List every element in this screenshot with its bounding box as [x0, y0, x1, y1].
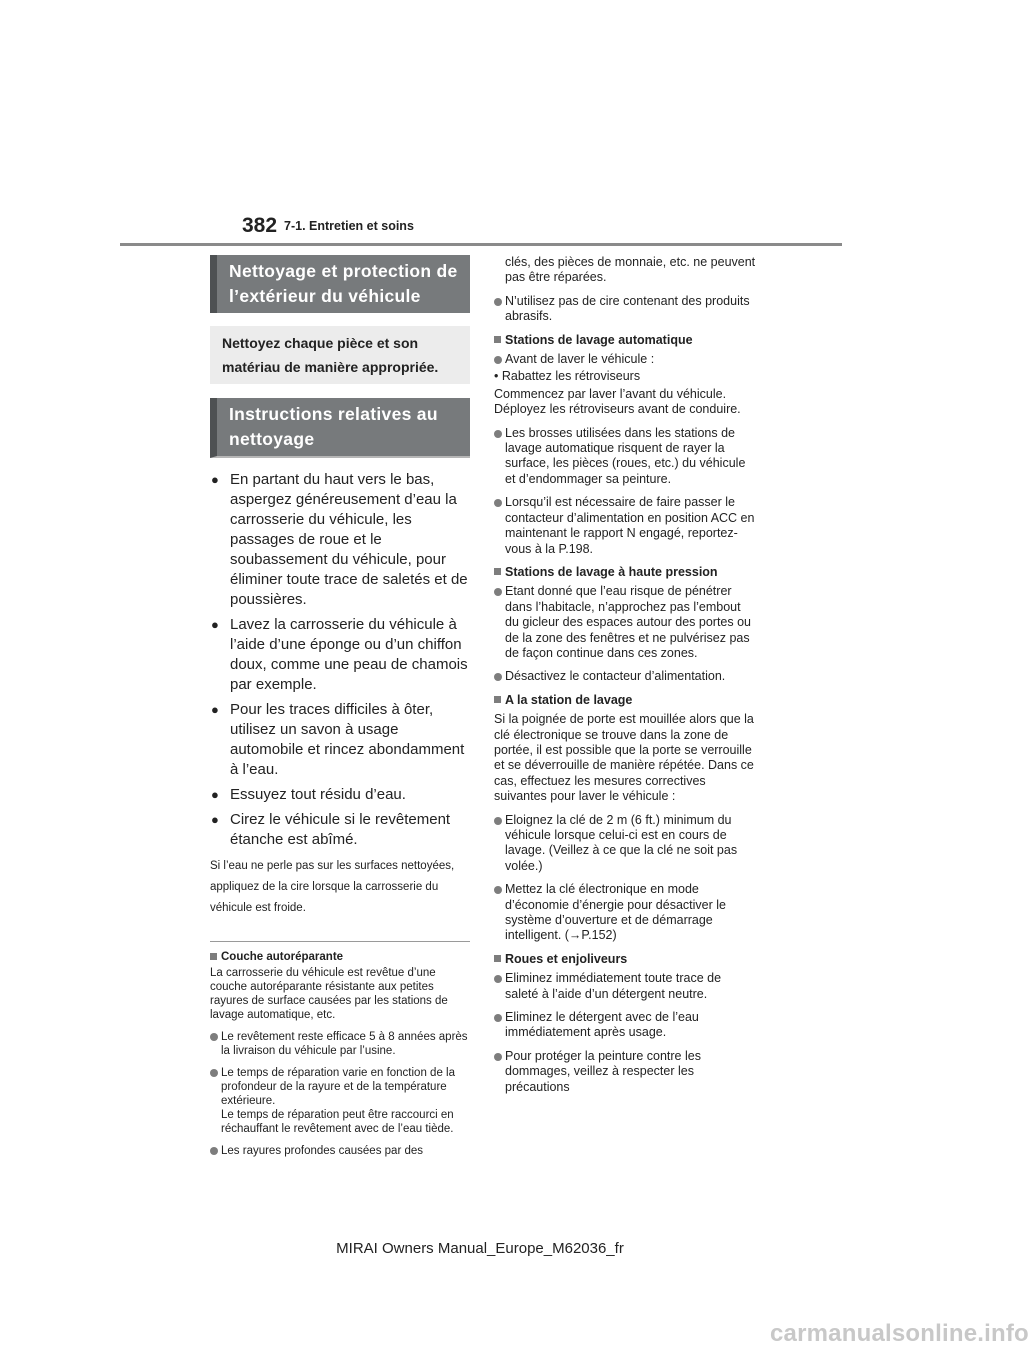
- header-rule: [120, 243, 842, 246]
- list-item: Etant donné que l’eau risque de pénétrer dans l’habitacle, n’approchez pas l’embout du gicleur des espaces autour des portes ou de la zone des fenêtres et ne pulvérisez pas de façon continue dans ces zones.: [494, 584, 756, 661]
- list-item: Mettez la clé électronique en mode d’économie d’énergie pour désactiver le système d’ouverture et de démarrage intelligent. (→P.152): [494, 882, 756, 944]
- list-item: Eloignez la clé de 2 m (6 ft.) minimum du véhicule lorsque celui-ci est en cours de lavage. (Veillez à ce que la clé ne soit pas volée.): [494, 813, 756, 875]
- subheading-couche: Couche autoréparante: [210, 950, 470, 964]
- footer-manual-name: MIRAI Owners Manual_Europe_M62036_fr: [336, 1240, 624, 1257]
- section-title: 7-1. Entretien et soins: [284, 219, 414, 233]
- subheading-wheels: Roues et enjoliveurs: [494, 952, 756, 967]
- list-item: Avant de laver le véhicule :: [494, 352, 756, 367]
- list-item: ● Lavez la carrosserie du véhicule à l’aide d’une éponge ou d’un chiffon doux, comme une peau de chamois par exemple.: [210, 615, 470, 695]
- list-item: [210, 1066, 470, 1136]
- list-item: ● En partant du haut vers le bas, aspergez généreusement d’eau la carrosserie du véhicule, les passages de roue et le soubassement du véhicule, pour éliminer toute trace de saletés et de poussières.: [210, 470, 470, 610]
- cleaning-steps-list: [210, 470, 470, 850]
- list-item: Eliminez immédiatement toute trace de saleté à l’aide d’un détergent neutre.: [494, 971, 756, 1002]
- wax-note: Si l’eau ne perle pas sur les surfaces nettoyées, appliquez de la cire lorsque la carrosserie du véhicule est froide.: [210, 860, 455, 914]
- heading-cleaning-instructions: Instructions relatives au nettoyage: [210, 398, 470, 458]
- list-item: Désactivez le contacteur d’alimentation.: [494, 669, 756, 684]
- auto-wash-text: Commencez par laver l’avant du véhicule. Déployez les rétroviseurs avant de conduire.: [494, 386, 741, 417]
- wash-station-text: Si la poignée de porte est mouillée alors que la clé électronique se trouve dans la zone de portée, il est possible que la porte se verrouille et se déverrouille de manière répétée. Dans ce cas, effectuez les mesures correctives suivantes pour laver le véhicule :: [494, 712, 754, 804]
- right-column: [494, 255, 756, 1103]
- watermark: carmanualsonline.info: [770, 1320, 1029, 1347]
- heading-exterior-cleaning: Nettoyage et protection de l’extérieur du véhicule: [210, 255, 470, 313]
- list-item: N’utilisez pas de cire contenant des produits abrasifs.: [494, 294, 756, 325]
- list-item-text: Le temps de réparation peut être raccourci en réchauffant le revêtement avec de l’eau tiède.: [221, 1109, 454, 1135]
- couche-text: La carrosserie du véhicule est revêtue d’une couche autoréparante résistante aux petites rayures de surface causées par les stations de lavage automatique, etc.: [210, 967, 448, 1021]
- list-item: Les rayures profondes causées par des: [210, 1144, 470, 1158]
- subheading-wash-station: A la station de lavage: [494, 693, 756, 708]
- list-item: ● Cirez le véhicule si le revêtement étanche est abîmé.: [210, 810, 470, 850]
- list-item: Pour protéger la peinture contre les dommages, veillez à respecter les précautions: [494, 1049, 756, 1095]
- left-column: [210, 255, 470, 1166]
- intro-box: Nettoyez chaque pièce et son matériau de manière appropriée.: [210, 326, 470, 384]
- list-item: Le revêtement reste efficace 5 à 8 années après la livraison du véhicule par l’usine.: [210, 1030, 470, 1058]
- dash-item: • Rabattez les rétroviseurs: [494, 369, 641, 384]
- list-item-text: Le temps de réparation varie en fonction de la profondeur de la rayure et de la température extérieure.: [221, 1067, 455, 1107]
- list-item: Les brosses utilisées dans les stations de lavage automatique risquent de rayer la surface, les pièces (roues, etc.) du véhicule et d’endommager sa peinture.: [494, 426, 756, 488]
- continued-text: clés, des pièces de monnaie, etc. ne peuvent pas être réparées.: [505, 255, 756, 285]
- subheading-high-pressure: Stations de lavage à haute pression: [494, 565, 756, 580]
- list-item: ● Essuyez tout résidu d’eau.: [210, 785, 470, 805]
- list-item: Eliminez le détergent avec de l’eau immédiatement après usage.: [494, 1010, 756, 1041]
- divider: [210, 941, 470, 942]
- list-item: ● Pour les traces difficiles à ôter, utilisez un savon à usage automobile et rincez abondamment à l’eau.: [210, 700, 470, 780]
- subheading-auto-wash: Stations de lavage automatique: [494, 333, 756, 348]
- page-number: 382: [242, 214, 278, 237]
- list-item: Lorsqu’il est nécessaire de faire passer le contacteur d’alimentation en position ACC en maintenant le rapport N engagé, reportez-vous à la P.198.: [494, 495, 756, 557]
